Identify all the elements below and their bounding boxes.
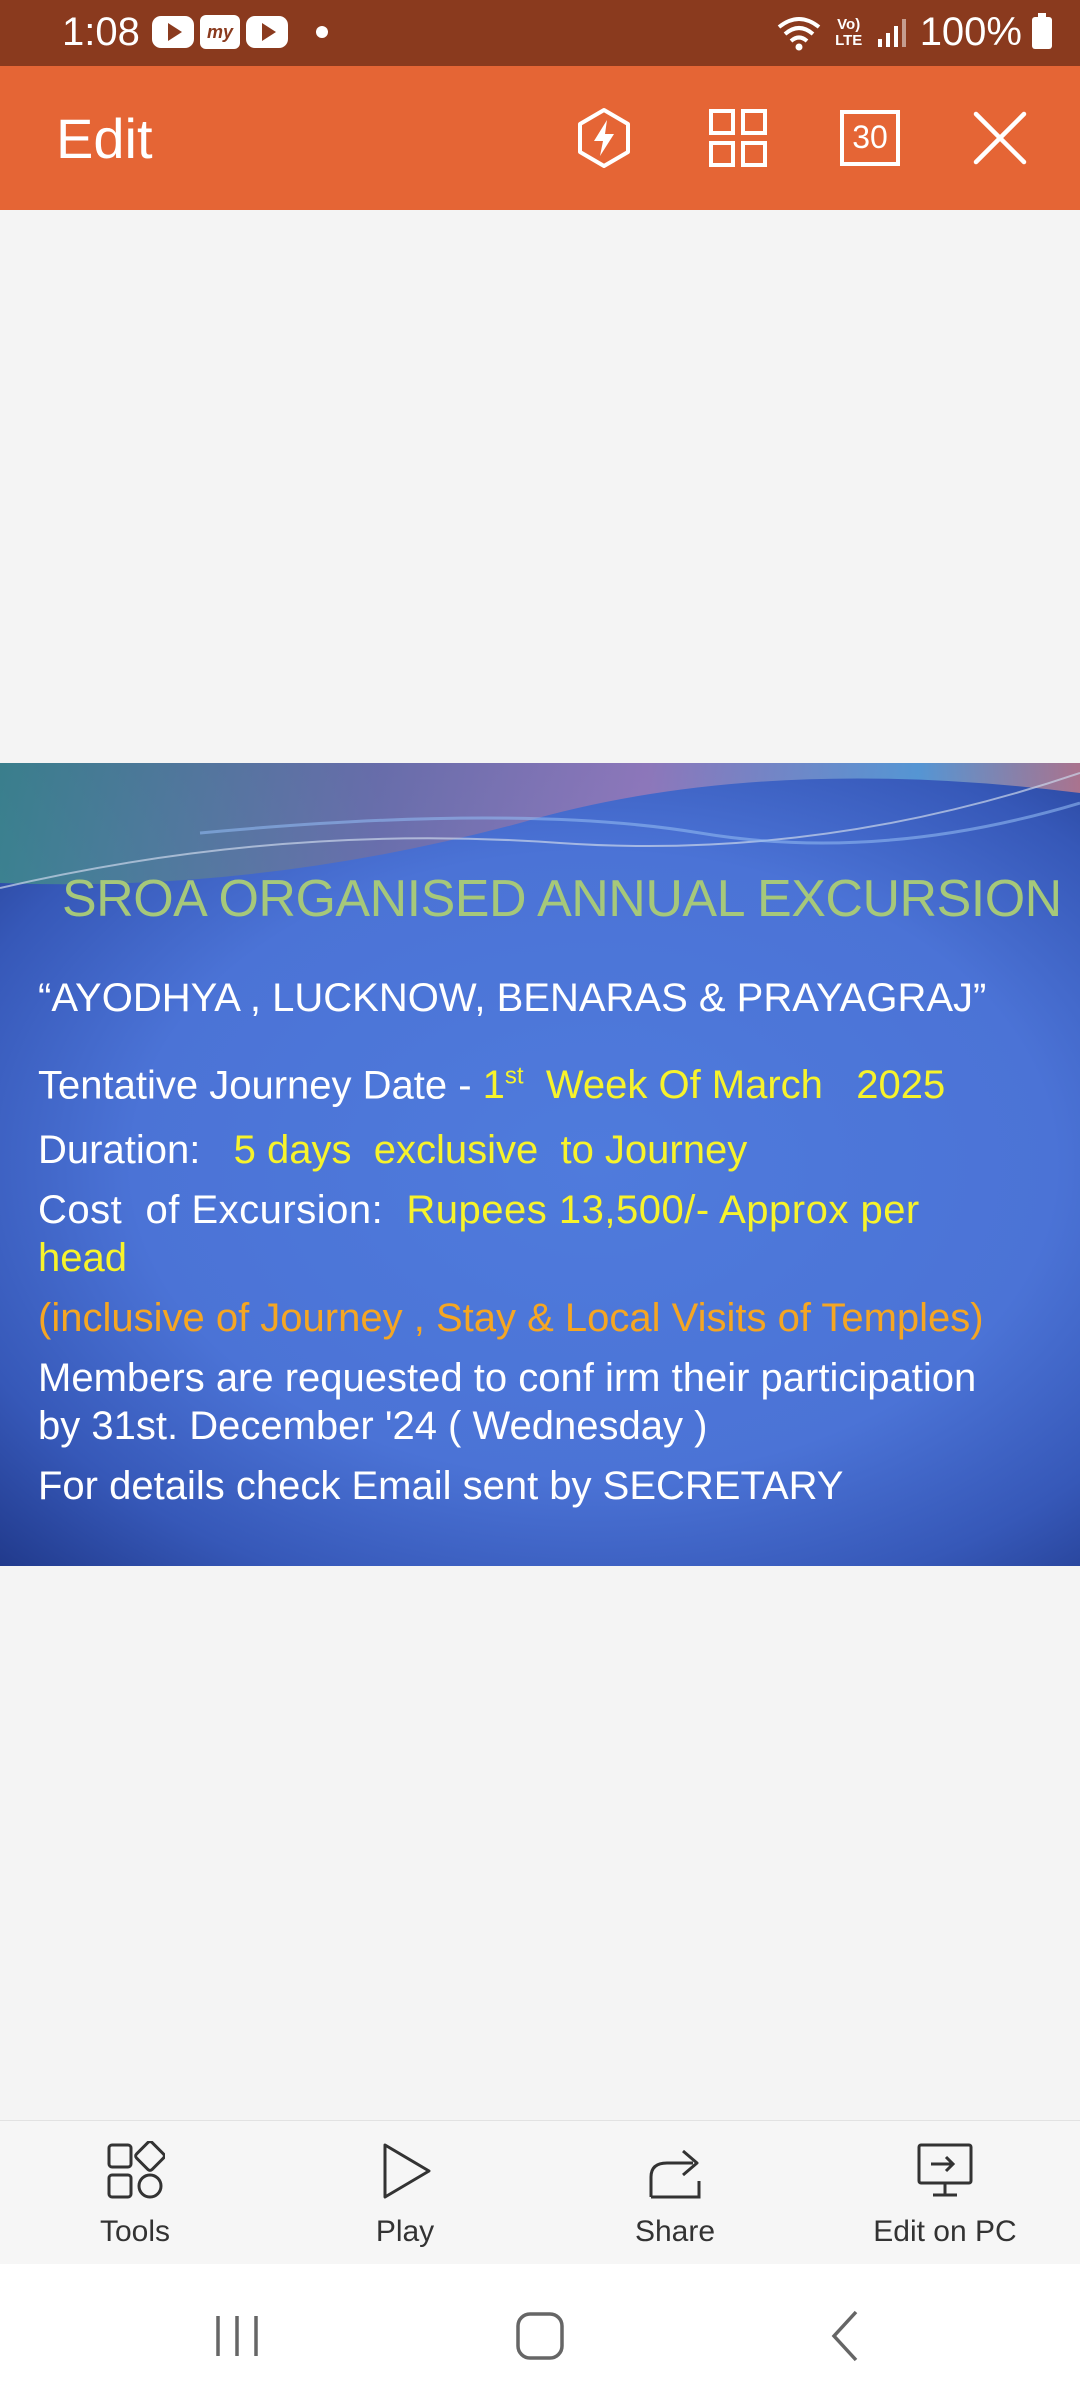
lightning-hexagon-icon (572, 106, 636, 170)
tools-label: Tools (99, 2215, 171, 2248)
status-right (776, 10, 1052, 55)
duration-label: Duration: (38, 1128, 223, 1172)
details-note: For details check Email sent by SECRETARY (38, 1464, 844, 1508)
slide-subtitle: “AYODHYA , LUCKNOW, BENARAS & PRAYAGRAJ” (38, 976, 987, 1020)
play-icon (375, 2141, 435, 2201)
grid-icon (706, 106, 770, 170)
cost-value-continued: head (38, 1236, 127, 1280)
recent-apps-icon[interactable] (212, 2306, 262, 2366)
status-bar (0, 0, 1080, 66)
bottom-action-bar (0, 2120, 1080, 2264)
journey-date-label: Tentative Journey Date - (38, 1063, 483, 1108)
tools-button[interactable] (0, 2121, 270, 2265)
battery-icon (1032, 17, 1052, 49)
journey-date-number: 1 (482, 1063, 505, 1108)
back-icon[interactable] (820, 2306, 870, 2366)
journey-date-suffix: st (504, 1063, 524, 1090)
slide-number-button[interactable] (838, 106, 902, 170)
share-button[interactable] (540, 2121, 810, 2265)
wifi-icon (776, 15, 822, 51)
play-button[interactable] (270, 2121, 540, 2265)
status-time: 1:08 (62, 10, 140, 54)
members-request-line-1: Members are requested to conf irm their participation (38, 1356, 977, 1400)
cost-value: Rupees 13,500/- Approx per (406, 1188, 920, 1232)
more-notifications-dot-icon (316, 26, 328, 38)
volte-icon: Vo) LTE (835, 15, 863, 49)
close-button[interactable] (968, 106, 1032, 170)
my-app-icon: my (200, 15, 240, 49)
tools-icon (105, 2141, 165, 2201)
system-nav-bar (0, 2264, 1080, 2408)
journey-date-line (38, 1063, 945, 1108)
toolbar-title: Edit (56, 107, 153, 170)
app-toolbar (0, 66, 1080, 210)
cost-line (38, 1188, 920, 1233)
slide-number: 30 (852, 119, 888, 155)
journey-date-rest: Week Of March 2025 (523, 1063, 946, 1108)
notification-icons (152, 15, 328, 49)
share-label: Share (634, 2215, 716, 2248)
edit-on-pc-button[interactable] (810, 2121, 1080, 2265)
play-label: Play (375, 2215, 435, 2248)
edit-on-pc-label: Edit on PC (873, 2215, 1017, 2248)
cost-label: Cost of Excursion: (38, 1188, 407, 1232)
duration-line (38, 1128, 747, 1173)
members-request-line-2: by 31st. December '24 ( Wednesday ) (38, 1404, 708, 1448)
quick-tools-button[interactable] (572, 106, 636, 170)
duration-value: 5 days exclusive to Journey (222, 1128, 748, 1172)
close-icon (968, 106, 1032, 170)
slide-title: SROA ORGANISED ANNUAL EXCURSION (62, 870, 1062, 928)
monitor-icon (915, 2141, 975, 2201)
home-icon[interactable] (512, 2306, 568, 2366)
slide-grid-button[interactable] (706, 106, 770, 170)
youtube-icon (246, 16, 288, 48)
inclusive-note: (inclusive of Journey , Stay & Local Visits of Temples) (38, 1296, 984, 1340)
battery-percent: 100% (919, 10, 1022, 54)
share-icon (645, 2141, 705, 2201)
signal-icon (876, 17, 910, 49)
journey-date-value (483, 1063, 946, 1107)
slide[interactable] (0, 763, 1080, 1566)
youtube-icon (152, 16, 194, 48)
